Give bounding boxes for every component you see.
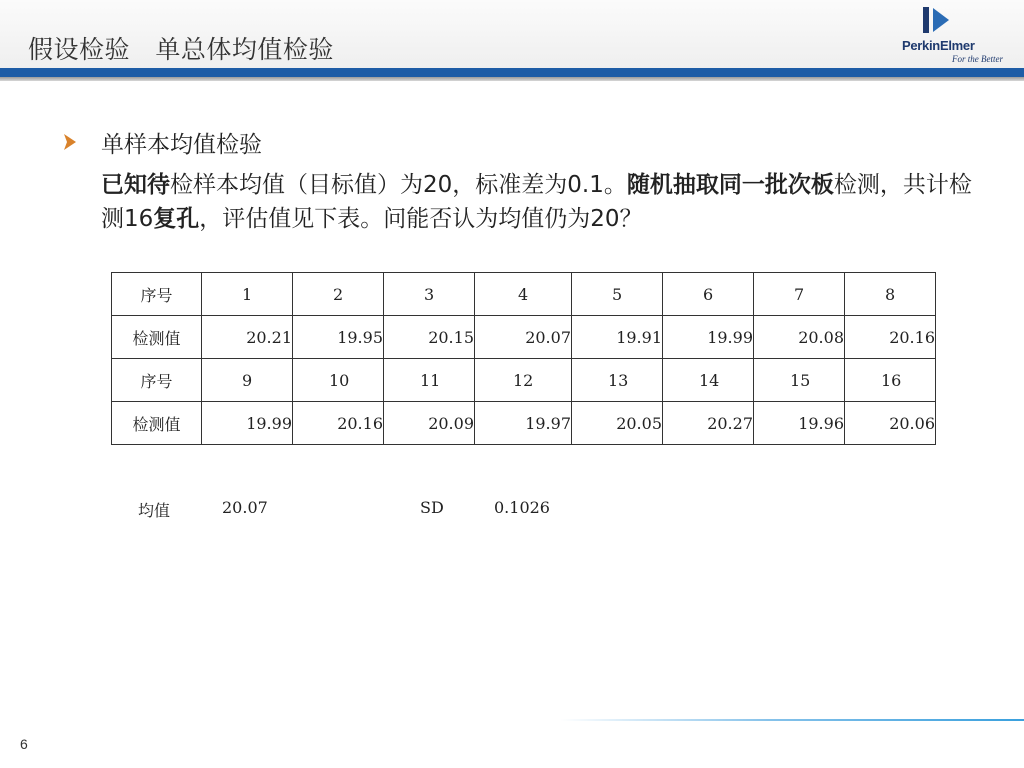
table-cell: 20.16 [293, 402, 384, 445]
table-cell: 19.99 [663, 316, 754, 359]
measurement-table [111, 272, 936, 445]
para-text-1: 检样本均值（目标值）为20，标准差为0.1。 [170, 172, 627, 198]
table-cell: 10 [293, 359, 384, 402]
row-header-value: 检测值 [112, 402, 202, 445]
table-cell: 20.07 [475, 316, 572, 359]
row-header-index: 序号 [112, 359, 202, 402]
sd-value: 0.1026 [494, 498, 550, 517]
table-row [112, 316, 936, 359]
table-cell: 20.27 [663, 402, 754, 445]
logo-name: PerkinElmer [902, 38, 975, 53]
slide-header [0, 0, 1024, 68]
table-cell: 4 [475, 273, 572, 316]
table-cell: 2 [293, 273, 384, 316]
header-shadow-band [0, 77, 1024, 81]
table-cell: 15 [754, 359, 845, 402]
para-bold-2: 随机抽取同一批次板 [626, 172, 834, 198]
table-cell: 16 [845, 359, 936, 402]
table-cell: 14 [663, 359, 754, 402]
table-cell: 20.08 [754, 316, 845, 359]
table-cell: 9 [202, 359, 293, 402]
para-bold-1: 已知待 [101, 172, 170, 198]
table-cell: 20.05 [572, 402, 663, 445]
bullet-arrow-icon [63, 132, 77, 152]
table-cell: 20.21 [202, 316, 293, 359]
table-cell: 19.95 [293, 316, 384, 359]
table-cell: 19.91 [572, 316, 663, 359]
table-cell: 20.16 [845, 316, 936, 359]
para-text-2: 检测，共计检测16 [101, 172, 972, 232]
row-header-value: 检测值 [112, 316, 202, 359]
table-cell: 3 [384, 273, 475, 316]
slide-title: 假设检验 单总体均值检验 [28, 35, 334, 64]
header-accent-band [0, 68, 1024, 77]
row-header-index: 序号 [112, 273, 202, 316]
sd-label: SD [420, 498, 444, 517]
problem-statement [101, 168, 981, 236]
para-text-3: ，评估值见下表。问能否认为均值仍为20？ [199, 206, 643, 232]
page-number: 6 [20, 736, 28, 752]
table-cell: 19.99 [202, 402, 293, 445]
table-cell: 5 [572, 273, 663, 316]
perkinelmer-logo [896, 6, 1008, 64]
table-cell: 12 [475, 359, 572, 402]
mean-label: 均值 [138, 501, 171, 520]
table-cell: 20.06 [845, 402, 936, 445]
table-cell: 8 [845, 273, 936, 316]
para-bold-3: 复孔 [153, 206, 200, 232]
footer-rule [560, 719, 1024, 721]
table-cell: 13 [572, 359, 663, 402]
table-cell: 7 [754, 273, 845, 316]
logo-tagline: For the Better [952, 54, 1003, 64]
logo-mark-icon [922, 6, 962, 34]
bullet-heading: 单样本均值检验 [101, 132, 262, 158]
table-cell: 19.96 [754, 402, 845, 445]
table-row [112, 402, 936, 445]
table-cell: 20.09 [384, 402, 475, 445]
table-row [112, 273, 936, 316]
mean-value: 20.07 [222, 498, 268, 517]
table-cell: 6 [663, 273, 754, 316]
table-cell: 11 [384, 359, 475, 402]
table-cell: 19.97 [475, 402, 572, 445]
table-row [112, 359, 936, 402]
table-cell: 20.15 [384, 316, 475, 359]
table-cell: 1 [202, 273, 293, 316]
